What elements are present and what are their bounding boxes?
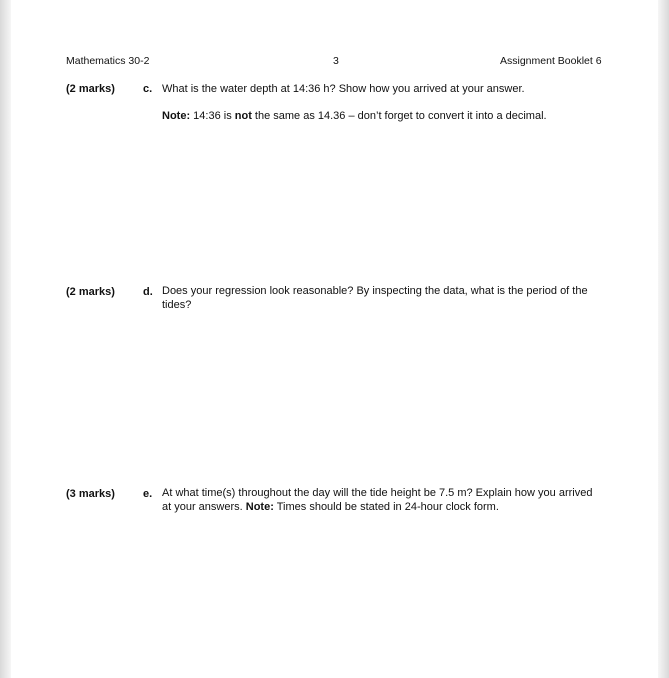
question-c-note-part2: the same as 14.36 – don’t forget to convert it into a decimal. [251,110,547,122]
question-e-text [162,487,594,514]
question-e-letter: e. [143,488,153,500]
question-c-note-label: Note: [162,110,191,122]
viewer-left-gutter [0,0,11,678]
question-d-letter: d. [143,286,153,298]
question-c-text: What is the water depth at 14:36 h? Show how you arrived at your answer. [162,83,525,95]
question-e-text-part1: At what time(s) throughout the day will the tide height be 7.5 m? Explain how you arrived at your answers. [162,487,593,513]
question-d-text: Does your regression look reasonable? By inspecting the data, what is the period of the tides? [162,285,588,311]
question-c-note-part1: 14:36 is [190,110,235,122]
question-c-note [162,110,607,123]
viewer-right-gutter [658,0,669,678]
header-booklet-title: Assignment Booklet 6 [500,55,602,67]
question-d-marks: (2 marks) [66,286,115,298]
header-page-number: 3 [333,55,339,67]
question-c-marks: (2 marks) [66,83,115,95]
question-c-letter: c. [143,83,153,95]
question-e-note-label: Note: [245,500,274,513]
question-e-text-part2: Times should be stated in 24-hour clock form. [273,500,499,513]
question-e-marks: (3 marks) [66,488,115,500]
question-c-note-emphasis: not [234,110,252,122]
header-course-title: Mathematics 30-2 [66,55,150,67]
